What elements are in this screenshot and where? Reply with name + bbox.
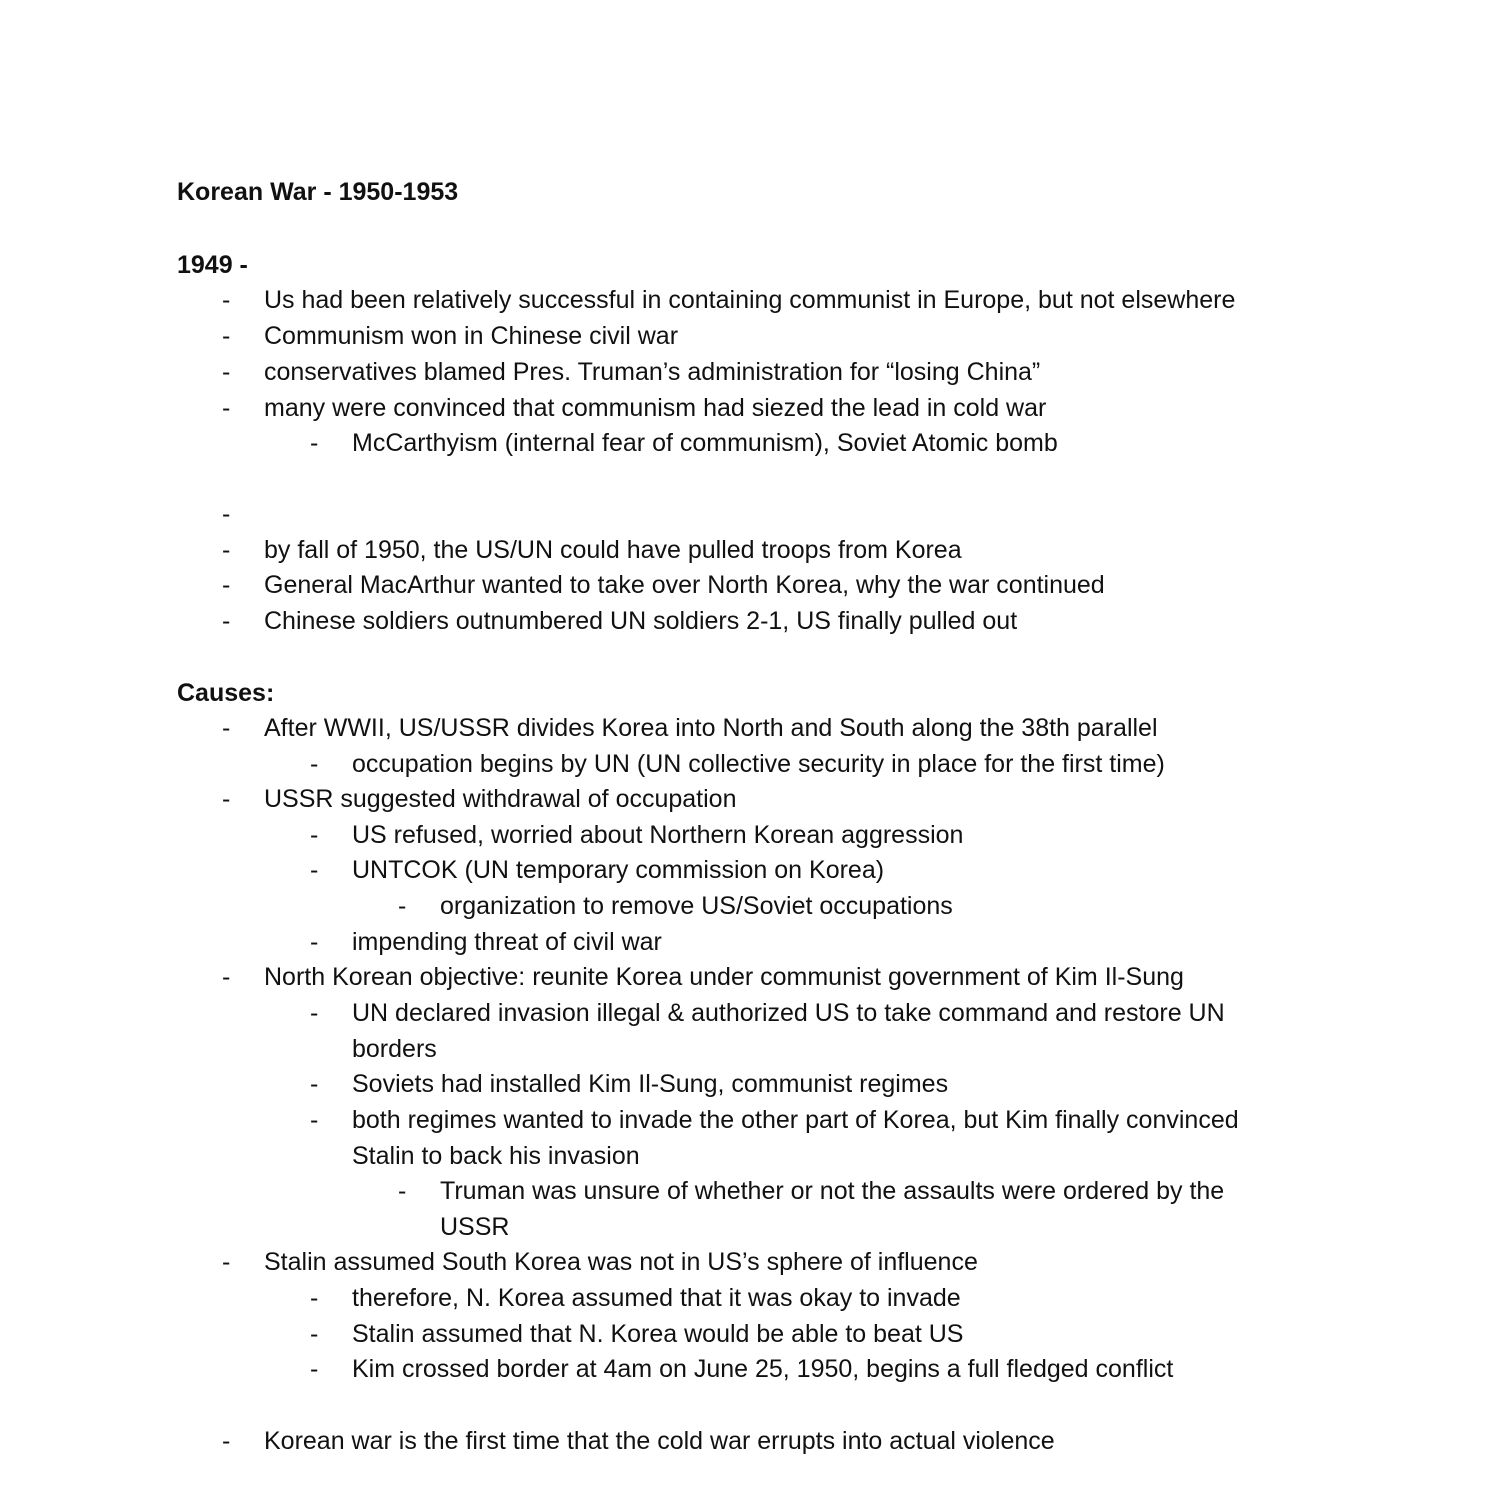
list-item-text: conservatives blamed Pres. Truman’s administration for “losing China” [264, 358, 1041, 386]
list-item-text: North Korean objective: reunite Korea under communist government of Kim Il-Sung [264, 963, 1184, 991]
list-item-text: Stalin assumed that N. Korea would be able to beat US [352, 1320, 964, 1348]
bullet-dash: - [310, 750, 319, 778]
bullet-dash: - [222, 1248, 231, 1276]
bullet-dash: - [310, 928, 319, 956]
bullet-dash: - [222, 286, 231, 314]
bullet-dash: - [398, 1177, 407, 1205]
bullet-dash: - [222, 714, 231, 742]
bullet-dash: - [398, 892, 407, 920]
bullet-dash: - [222, 607, 231, 635]
bullet-dash: - [310, 821, 319, 849]
list-item-text: many were convinced that communism had siezed the lead in cold war [264, 394, 1047, 422]
list-item-text: both regimes wanted to invade the other part of Korea, but Kim finally convinced [352, 1106, 1239, 1134]
list-item-text: Kim crossed border at 4am on June 25, 1950, begins a full fledged conflict [352, 1355, 1174, 1383]
bullet-dash: - [222, 963, 231, 991]
bullet-dash: - [222, 571, 231, 599]
section-heading-1949: 1949 - [177, 251, 248, 279]
list-item-text: UNTCOK (UN temporary commission on Korea) [352, 856, 885, 884]
list-item-text: Soviets had installed Kim Il-Sung, communist regimes [352, 1070, 949, 1098]
list-item-text: Korean war is the first time that the cold war errupts into actual violence [264, 1427, 1055, 1455]
list-item-text: organization to remove US/Soviet occupations [440, 892, 953, 920]
bullet-dash: - [310, 1284, 319, 1312]
list-item-text: therefore, N. Korea assumed that it was okay to invade [352, 1284, 961, 1312]
bullet-dash: - [310, 1070, 319, 1098]
list-item-continuation: USSR [440, 1213, 510, 1241]
section-heading-causes: Causes: [177, 679, 275, 707]
list-item-text: After WWII, US/USSR divides Korea into North and South along the 38th parallel [264, 714, 1158, 742]
bullet-dash: - [222, 322, 231, 350]
bullet-dash: - [310, 856, 319, 884]
list-item-text: Chinese soldiers outnumbered UN soldiers 2-1, US finally pulled out [264, 607, 1018, 635]
list-item-text: Us had been relatively successful in containing communist in Europe, but not elsewhere [264, 286, 1236, 314]
list-item-text: Communism won in Chinese civil war [264, 322, 679, 350]
bullet-dash: - [222, 500, 231, 528]
bullet-dash: - [222, 394, 231, 422]
bullet-dash: - [222, 536, 231, 564]
bullet-dash: - [310, 999, 319, 1027]
list-item-text: impending threat of civil war [352, 928, 662, 956]
bullet-dash: - [310, 1320, 319, 1348]
bullet-dash: - [222, 785, 231, 813]
list-item-text: US refused, worried about Northern Korean aggression [352, 821, 964, 849]
list-item-text: UN declared invasion illegal & authorized US to take command and restore UN [352, 999, 1225, 1027]
list-item-continuation: Stalin to back his invasion [352, 1142, 640, 1170]
document-title: Korean War - 1950-1953 [177, 178, 459, 206]
list-item-text: McCarthyism (internal fear of communism), Soviet Atomic bomb [352, 429, 1058, 457]
list-item-continuation: borders [352, 1035, 437, 1063]
bullet-dash: - [310, 429, 319, 457]
bullet-dash: - [310, 1355, 319, 1383]
list-item-text: General MacArthur wanted to take over North Korea, why the war continued [264, 571, 1105, 599]
list-item-text: by fall of 1950, the US/UN could have pulled troops from Korea [264, 536, 962, 564]
list-item-text: USSR suggested withdrawal of occupation [264, 785, 737, 813]
bullet-dash: - [310, 1106, 319, 1134]
list-item-text: Stalin assumed South Korea was not in US’s sphere of influence [264, 1248, 978, 1276]
list-item-text: Truman was unsure of whether or not the assaults were ordered by the [440, 1177, 1225, 1205]
list-item-text: occupation begins by UN (UN collective security in place for the first time) [352, 750, 1165, 778]
bullet-dash: - [222, 358, 231, 386]
bullet-dash: - [222, 1427, 231, 1455]
